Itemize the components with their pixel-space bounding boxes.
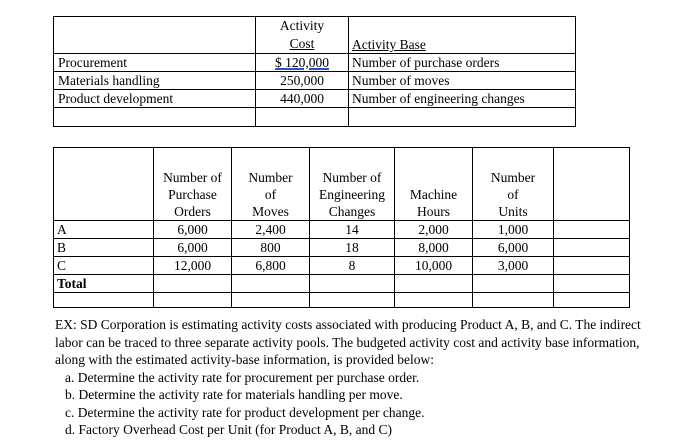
activity-base-header xyxy=(349,17,576,54)
table-row xyxy=(54,72,576,90)
activity-base: Number of purchase orders xyxy=(349,54,576,72)
table-cell-empty xyxy=(554,257,630,275)
table-cell: 6,800 xyxy=(232,257,310,275)
product-label: C xyxy=(54,257,154,275)
header-line: Engineering xyxy=(319,187,385,202)
exercise-intro: EX: SD Corporation is estimating activity costs associated with producing Product A, B, and C. The indirect labor can be traced to three separate activity pools. The budgeted activity cost and activity base information, along with the estimated activity-base information, is provided below: xyxy=(55,317,641,367)
table-cell: 800 xyxy=(232,239,310,257)
table-row xyxy=(54,239,630,257)
question-d: d. Factory Overhead Cost per Unit (for Product A, B, and C) xyxy=(65,422,392,437)
question-a: a. Determine the activity rate for procurement per purchase order. xyxy=(65,369,420,385)
header-line: Units xyxy=(498,204,528,219)
activity-name: Procurement xyxy=(54,54,256,72)
table-row xyxy=(54,257,630,275)
activity-cost-header-line2: Cost xyxy=(289,36,315,51)
table-cell: 6,000 xyxy=(154,221,232,239)
table-cell: 6,000 xyxy=(154,239,232,257)
product-activity-table xyxy=(53,147,630,308)
header-line: Hours xyxy=(417,204,450,219)
table-row xyxy=(54,90,576,108)
activity-base-header-text: Activity Base xyxy=(352,37,426,52)
table-row-empty xyxy=(54,293,630,308)
header-line: of xyxy=(264,187,277,202)
table-cell-empty xyxy=(554,293,630,308)
table-cell: 10,000 xyxy=(395,257,473,275)
empty-cell xyxy=(54,108,256,127)
total-row xyxy=(54,275,630,293)
header-line: Number xyxy=(490,170,536,185)
activity-cost-header xyxy=(256,17,349,54)
exercise-text xyxy=(55,316,655,439)
table-cell-empty xyxy=(232,293,310,308)
activity-cost-header-line1: Activity xyxy=(279,18,325,33)
activity-header-blank xyxy=(54,17,256,54)
header-line: Machine xyxy=(409,187,458,202)
activity-base: Number of moves xyxy=(349,72,576,90)
table-cell-empty xyxy=(154,275,232,293)
table-cell: 14 xyxy=(310,221,395,239)
activity-cost-table xyxy=(53,16,576,127)
table-row xyxy=(54,54,576,72)
table-cell-empty xyxy=(554,221,630,239)
product-header-blank xyxy=(54,148,154,221)
table-cell-empty xyxy=(554,275,630,293)
total-label: Total xyxy=(54,275,154,293)
table-cell: 1,000 xyxy=(473,221,554,239)
table-cell-empty xyxy=(395,275,473,293)
table-cell: 8 xyxy=(310,257,395,275)
table-cell-empty xyxy=(310,293,395,308)
table-row xyxy=(54,221,630,239)
header-line: Number of xyxy=(163,170,222,185)
header-line: Purchase xyxy=(168,187,217,202)
table-cell-empty xyxy=(554,239,630,257)
table-cell: 2,000 xyxy=(395,221,473,239)
table-cell: 3,000 xyxy=(473,257,554,275)
table-cell: 12,000 xyxy=(154,257,232,275)
table-cell-empty xyxy=(395,293,473,308)
header-line: Moves xyxy=(252,204,289,219)
activity-cost: 250,000 xyxy=(256,72,349,90)
activity-cost-value: $ 120,000 xyxy=(275,55,329,70)
question-b: b. Determine the activity rate for materials handling per move. xyxy=(65,387,403,402)
header-line: Changes xyxy=(328,204,376,219)
table-cell-empty xyxy=(473,275,554,293)
table-cell-empty xyxy=(54,293,154,308)
header-purchase-orders xyxy=(154,148,232,221)
header-engineering-changes xyxy=(310,148,395,221)
activity-name: Product development xyxy=(54,90,256,108)
activity-name: Materials handling xyxy=(54,72,256,90)
table-cell-empty xyxy=(473,293,554,308)
activity-table-header-row xyxy=(54,17,576,54)
product-table-header-row xyxy=(54,148,630,221)
header-units xyxy=(473,148,554,221)
table-cell: 2,400 xyxy=(232,221,310,239)
activity-base: Number of engineering changes xyxy=(349,90,576,108)
table-row-empty xyxy=(54,108,576,127)
header-blank-extra xyxy=(554,148,630,221)
header-moves xyxy=(232,148,310,221)
empty-cell xyxy=(349,108,576,127)
activity-cost xyxy=(256,54,349,72)
header-line: Number xyxy=(248,170,293,185)
header-line: Number of xyxy=(322,170,382,185)
product-label: A xyxy=(54,221,154,239)
table-cell: 6,000 xyxy=(473,239,554,257)
activity-cost: 440,000 xyxy=(256,90,349,108)
table-cell-empty xyxy=(154,293,232,308)
table-cell: 18 xyxy=(310,239,395,257)
table-cell-empty xyxy=(232,275,310,293)
table-cell: 8,000 xyxy=(395,239,473,257)
table-cell-empty xyxy=(310,275,395,293)
product-label: B xyxy=(54,239,154,257)
empty-cell xyxy=(256,108,349,127)
header-machine-hours xyxy=(395,148,473,221)
question-c: c. Determine the activity rate for product development per change. xyxy=(65,404,425,420)
header-line: of xyxy=(507,187,519,202)
header-line: Orders xyxy=(174,204,211,219)
